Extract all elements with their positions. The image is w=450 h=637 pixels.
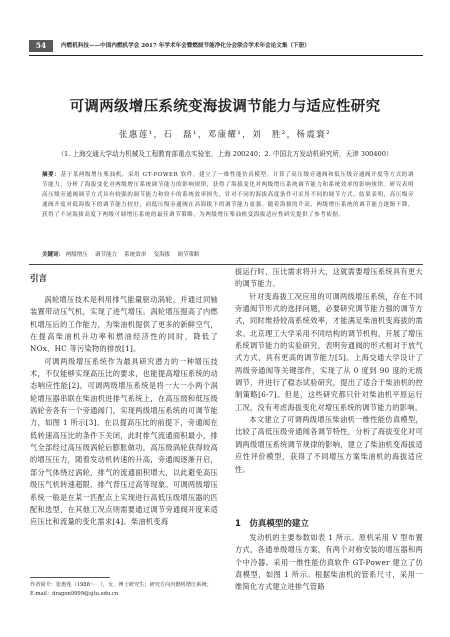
abstract-label: 摘要： [42, 172, 61, 178]
section-1-heading: 1 仿真模型的建立 [235, 519, 309, 529]
left-column [30, 294, 218, 529]
keyword: 系统效率 [124, 252, 147, 258]
footnote-rule [30, 577, 110, 578]
author-bio: 作者简介：张惠莲（1988～ ），女，博士研究生；研究方向内燃机增压系统； [30, 582, 212, 588]
paragraph: 本文建立了可调两级增压柴油机一维性能仿真模型，比较了高低压级旁通阀各调节特性，分析了海拔变化对可调两级增压系统调节规律的影响，建立了柴油机变海拔适应性评价模型，获得了不同增压方案柴油机的海拔适应性。 [235, 415, 423, 474]
keyword: 两级增压 [65, 252, 88, 258]
right-column [235, 266, 423, 476]
keyword: 变海拔 [153, 252, 171, 258]
keyword: 调节策略 [177, 252, 200, 258]
right-column-continued [235, 532, 423, 594]
section-divider [29, 264, 423, 265]
affiliation: （1. 上海交通大学动力机械及工程教育部重点实验室，上海 200240；2. 中国北方发动机研究所，天津 300400） [57, 150, 393, 158]
author-email: E-mail：dragon9999@sjtu.edu.cn [30, 590, 119, 597]
keyword: 调节能力 [95, 252, 118, 258]
author-list: 张惠莲¹，石 磊¹，邓康耀¹，刘 胜²，杨震寰² [119, 129, 331, 139]
paper-title: 可调两级增压系统变海拔调节能力与适应性研究 [69, 99, 381, 115]
intro-heading: 引言 [30, 274, 48, 284]
keywords [42, 250, 199, 258]
abstract [42, 170, 414, 220]
running-head-text: 内燃机科技——中国内燃机学会 2017 年学术年会暨燃烧节能净化分会联合学术年会论文集（下册） [61, 43, 310, 49]
paragraph: 可调两级增压系统作为最具研究潜力的一种增压技术，不仅能够实现高压比的要求，也能提高增压系统的动态响应性能[2]。可调两级增压系统是将一大一小两个涡轮增压器串联在柴油机进排气系统上，在高压级和低压级涡轮旁各有一个旁通阀门，实现两级增压系统的可调节能力，如图 1 所示[3]。在以提高压比的前提下，旁通阀在低转速高压比的条件下关闭，此时排气流通面积最小，排气全部经过高压级涡轮后膨胀做功，高压级涡轮获得较高的增压压力，随着发动机转速的升高，旁通阀逐渐开启，部分气体绕过涡轮，排气的流通面积增大，以此避免高压级压气机转速超限、排气背压过高等现象。可调两级增压系统一般是在某一匹配点上实现进行高低压级增压器的匹配和选型，在其他工况点则需要通过调节旁通阀开度来适应压比和流量的变化需求[4]。柴油机变海 [30, 356, 218, 527]
paragraph: 涡轮增压技术是利用排气能量驱动涡轮，并通过同轴装置带动压气机，实现了进气增压。涡轮增压提高了内燃机增压后的工作能力，为柴油机提供了更多的新鲜空气，在提高柴油机升功率和燃油经济性的同时，降低了 NOx、HC 等污染物的排放[1]。 [30, 295, 218, 354]
abstract-text: 基于某两级增压柴油机，采用 GT-POWER 软件，建立了一维性能仿真模型。计算了高压级旁通阀和低压级旁通阀开度等方式的调节能力，分析了海拔变化对两级增压系统调节能力的影响规律，获得了海拔变化对两级增压系统调节能力和系统效率的影响规律。研究表明高压级旁通阀调节方式具有较强的调节能力和较小的系统效率损失，针对不同的海拔高度条件可采用不同的调节方式。结果表明，高压级旁通阀开度对低海拔下的调节能力较好，而低压级旁通阀在高海拔下的调节能力更强。随着海拔的升高，两级增压系统的调节能力逐渐下降，获得了不同海拔高度下两级可调增压系统的最佳调节策略，为两级增压柴油机变海拔适应性研究提供了参考依据。 [42, 172, 415, 218]
paragraph: 发动机的主要参数如表 1 所示。原机采用 V 型布置方式，各通单级增压方案，有两个对称安装的增压器和两个中冷器。采用一维性能仿真软件 GT-Power 建立了仿真模型，如图 1 所示。根据柴油机的管系尺寸，采用一维简化方式建立进排气管路 [235, 533, 423, 592]
paragraph: 针对变海拔工况应用的可调两级增压系统，存在不同旁通阀节形式的选择问题，必要研究调节能力强的调节方式，同时维持较高系统效率，才能满足柴油机变海拔的需求。北京理工大学采用不同结构的调节机构，开展了增压系统调节能力的实验研究，表明旁通阀的形式相对于放气式方式，具有更高的调节能力[5]。上海交通大学设计了两级旁通阀等关键部件，实现了从 0 度到 90 度的无级调节，并进行了稳态试验研究，提出了适合于柴油机的控制策略[6-7]。但是，这些研究都只针对柴油机平原运行工况，没有考虑海拔变化对增压系统的调节能力的影响。 [235, 291, 423, 412]
running-header [29, 40, 423, 54]
footnote [30, 581, 218, 598]
paragraph: 拔运行时，压比需求将升大，这就需要增压系统具有更大的调节能力。 [235, 267, 423, 289]
page-number: 54 [29, 40, 53, 52]
keywords-label: 关键词： [42, 252, 65, 258]
header-rule [29, 55, 423, 56]
